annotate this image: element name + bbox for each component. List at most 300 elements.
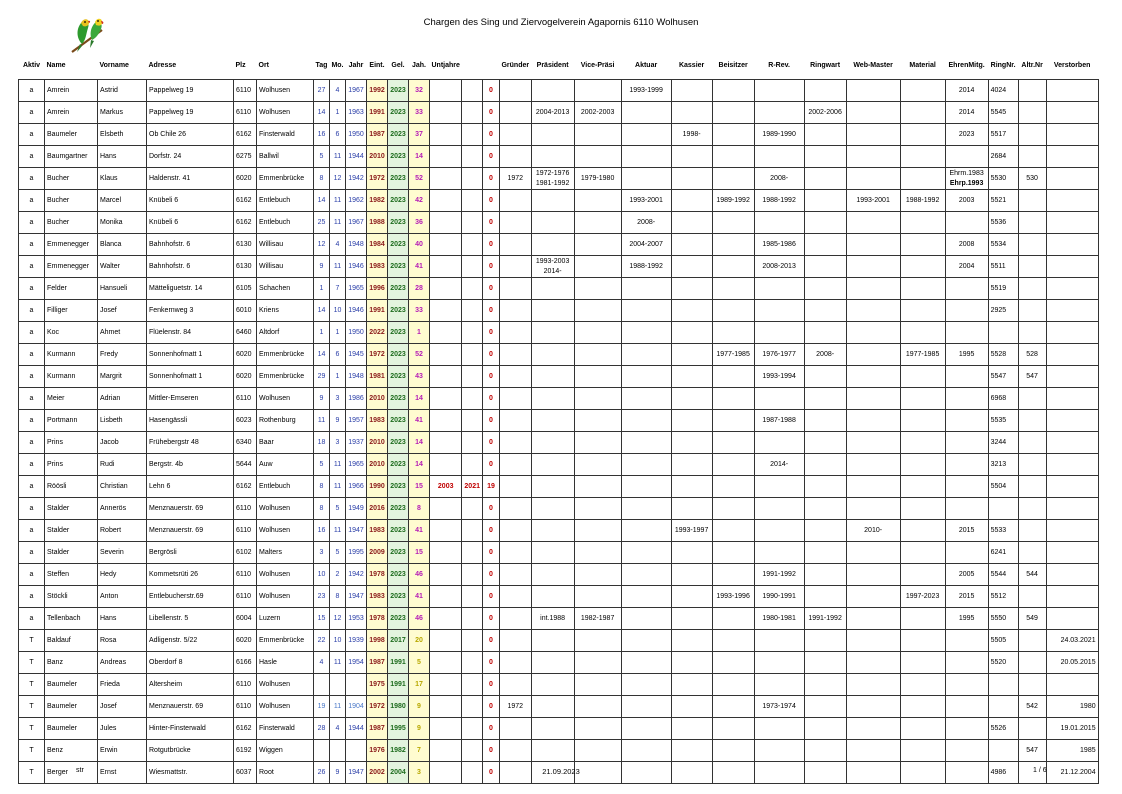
table-cell: 1995 (945, 608, 988, 630)
table-cell: 1975 (367, 674, 388, 696)
table-cell: 8 (329, 586, 345, 608)
table-cell: Wolhusen (257, 80, 314, 102)
cell-line: 2014- (543, 267, 562, 275)
table-row (19, 388, 1099, 410)
table-cell: 17 (409, 674, 430, 696)
table-row (19, 146, 1099, 168)
table-cell (804, 322, 846, 344)
table-cell (671, 410, 712, 432)
table-cell (430, 256, 462, 278)
table-cell: 6023 (234, 410, 257, 432)
table-cell (531, 168, 574, 190)
table-row (19, 300, 1099, 322)
table-cell: 11 (329, 696, 345, 718)
table-cell: 41 (409, 410, 430, 432)
table-cell: 1942 (346, 168, 367, 190)
table-cell (900, 124, 945, 146)
table-cell: 6020 (234, 344, 257, 366)
table-cell: 14 (409, 388, 430, 410)
table-cell: 528 (1018, 344, 1046, 366)
table-cell (499, 520, 531, 542)
table-cell: 2008- (754, 168, 804, 190)
table-cell (499, 564, 531, 586)
table-cell: Finsterwald (257, 124, 314, 146)
table-cell: 14 (314, 300, 330, 322)
table-cell: 5547 (988, 366, 1018, 388)
table-cell (804, 146, 846, 168)
table-cell: 530 (1018, 168, 1046, 190)
table-cell (945, 278, 988, 300)
table-cell: Lisbeth (98, 410, 147, 432)
table-cell: 5 (314, 146, 330, 168)
table-cell (754, 674, 804, 696)
table-cell: Baumeler (45, 124, 98, 146)
table-cell (945, 146, 988, 168)
table-cell: 24.03.2021 (1046, 630, 1098, 652)
table-cell: 4 (329, 234, 345, 256)
table-cell: 20.05.2015 (1046, 652, 1098, 674)
table-cell: Altersheim (147, 674, 234, 696)
table-cell: Prins (45, 432, 98, 454)
table-cell: 1972 (499, 168, 531, 190)
table-row (19, 630, 1099, 652)
table-cell: 5550 (988, 608, 1018, 630)
table-cell: 2023 (388, 476, 409, 498)
table-cell (712, 608, 754, 630)
table-cell: 11 (329, 146, 345, 168)
table-cell: 2004-2013 (531, 102, 574, 124)
table-cell (945, 454, 988, 476)
table-cell (846, 234, 900, 256)
table-cell (671, 498, 712, 520)
table-cell: 1982-1987 (574, 608, 621, 630)
table-cell (430, 410, 462, 432)
table-cell: Baldauf (45, 630, 98, 652)
table-cell (574, 80, 621, 102)
table-cell (900, 564, 945, 586)
table-cell: 1997-2023 (900, 586, 945, 608)
table-cell (462, 586, 483, 608)
table-cell: Auw (257, 454, 314, 476)
table-cell: Emmenbrücke (257, 168, 314, 190)
table-cell: 2009 (367, 542, 388, 564)
table-cell: 1989-1990 (754, 124, 804, 146)
table-cell: Baar (257, 432, 314, 454)
column-header: R-Rev. (768, 62, 790, 69)
table-cell (712, 322, 754, 344)
table-row (19, 344, 1099, 366)
table-cell: Baumeler (45, 696, 98, 718)
table-cell: 23 (314, 586, 330, 608)
table-cell: Wolhusen (257, 564, 314, 586)
table-cell: 1 (329, 322, 345, 344)
table-cell: 5517 (988, 124, 1018, 146)
table-cell: Annerös (98, 498, 147, 520)
table-cell: 2023 (388, 212, 409, 234)
table-cell: a (19, 432, 45, 454)
table-cell (430, 190, 462, 212)
table-cell: Ballwil (257, 146, 314, 168)
table-cell: 6968 (988, 388, 1018, 410)
table-cell (671, 322, 712, 344)
table-cell: a (19, 190, 45, 212)
table-cell: Bucher (45, 212, 98, 234)
table-cell: 1972 (367, 696, 388, 718)
table-cell: 547 (1018, 366, 1046, 388)
table-cell: 15 (409, 542, 430, 564)
table-cell: 18 (314, 432, 330, 454)
table-cell: Wolhusen (257, 674, 314, 696)
table-cell (804, 388, 846, 410)
table-cell (1018, 256, 1046, 278)
table-row (19, 718, 1099, 740)
table-cell: 2023 (388, 586, 409, 608)
table-cell: 1962 (346, 190, 367, 212)
table-cell: 1981 (367, 366, 388, 388)
column-header: Web-Master (853, 62, 893, 69)
table-cell: 2016 (367, 498, 388, 520)
table-cell: Filliger (45, 300, 98, 322)
table-cell (1018, 388, 1046, 410)
table-cell: 14 (314, 102, 330, 124)
table-cell: 20 (409, 630, 430, 652)
table-cell: 41 (409, 586, 430, 608)
table-cell: Menznauerstr. 69 (147, 520, 234, 542)
table-cell: 8 (314, 498, 330, 520)
table-cell: 0 (482, 718, 499, 740)
table-cell (1018, 630, 1046, 652)
table-cell: 2010 (367, 454, 388, 476)
table-cell (712, 80, 754, 102)
table-cell (1046, 608, 1098, 630)
table-cell (430, 718, 462, 740)
table-cell (499, 674, 531, 696)
table-cell (846, 256, 900, 278)
table-cell (900, 102, 945, 124)
cell-line: 1981-1992 (535, 179, 570, 187)
cell-line: Ehrm.1983 (949, 169, 984, 177)
table-cell (531, 278, 574, 300)
table-cell: 0 (482, 630, 499, 652)
table-cell (430, 630, 462, 652)
table-cell (574, 212, 621, 234)
table-cell: Blanca (98, 234, 147, 256)
table-cell: 5521 (988, 190, 1018, 212)
table-cell (846, 476, 900, 498)
table-cell: Marcel (98, 190, 147, 212)
table-cell (945, 696, 988, 718)
table-cell: 1977-1985 (900, 344, 945, 366)
table-cell: Wolhusen (257, 388, 314, 410)
table-cell: 1978 (367, 608, 388, 630)
table-cell (430, 146, 462, 168)
table-cell: 2023 (388, 344, 409, 366)
table-cell: 2023 (388, 542, 409, 564)
table-cell: 2008- (621, 212, 671, 234)
table-cell: 1980-1981 (754, 608, 804, 630)
table-cell: 5530 (988, 168, 1018, 190)
table-cell: Prins (45, 454, 98, 476)
table-cell: 9 (314, 388, 330, 410)
table-cell: 1 (329, 366, 345, 388)
table-cell (430, 366, 462, 388)
table-cell (430, 322, 462, 344)
table-cell (846, 168, 900, 190)
table-cell (531, 124, 574, 146)
table-cell: 11 (329, 190, 345, 212)
table-cell: 6275 (234, 146, 257, 168)
table-cell: 0 (482, 652, 499, 674)
table-cell: T (19, 762, 45, 784)
table-cell (804, 696, 846, 718)
table-cell (671, 740, 712, 762)
table-cell (846, 740, 900, 762)
table-cell: 0 (482, 762, 499, 784)
table-cell (1018, 718, 1046, 740)
table-cell: 22 (314, 630, 330, 652)
table-cell: a (19, 322, 45, 344)
table-cell (462, 168, 483, 190)
table-cell: 6130 (234, 256, 257, 278)
table-cell: Lehn 6 (147, 476, 234, 498)
table-cell (430, 432, 462, 454)
table-cell: 11 (329, 454, 345, 476)
table-cell (430, 212, 462, 234)
table-cell: Pappelweg 19 (147, 80, 234, 102)
table-cell: a (19, 124, 45, 146)
table-cell: a (19, 102, 45, 124)
table-cell (1018, 300, 1046, 322)
table-cell: a (19, 542, 45, 564)
table-cell: 5533 (988, 520, 1018, 542)
table-cell: 0 (482, 410, 499, 432)
table-cell (430, 498, 462, 520)
table-cell (499, 586, 531, 608)
table-row (19, 454, 1099, 476)
table-cell (462, 124, 483, 146)
table-cell (1046, 410, 1098, 432)
table-cell (754, 146, 804, 168)
table-cell: 1995 (388, 718, 409, 740)
table-cell (712, 410, 754, 432)
table-cell (846, 564, 900, 586)
table-cell: 1939 (346, 630, 367, 652)
table-cell (462, 608, 483, 630)
table-cell: Josef (98, 696, 147, 718)
table-cell: Fredy (98, 344, 147, 366)
table-cell: 1983 (367, 256, 388, 278)
table-cell (621, 498, 671, 520)
table-cell: 2023 (388, 80, 409, 102)
table-cell: Steffen (45, 564, 98, 586)
table-cell: 11 (329, 476, 345, 498)
table-cell (846, 498, 900, 520)
table-cell (671, 278, 712, 300)
table-cell (430, 278, 462, 300)
table-cell (531, 256, 574, 278)
table-cell: 1983 (367, 586, 388, 608)
table-cell: 12 (329, 608, 345, 630)
table-cell: 2023 (388, 300, 409, 322)
table-cell (499, 212, 531, 234)
table-cell: Rotgutbrücke (147, 740, 234, 762)
table-cell: 1979-1980 (574, 168, 621, 190)
table-cell (804, 432, 846, 454)
table-cell (846, 674, 900, 696)
table-cell (574, 190, 621, 212)
table-cell: 3213 (988, 454, 1018, 476)
table-cell (462, 454, 483, 476)
table-cell (531, 674, 574, 696)
table-cell: 1947 (346, 762, 367, 784)
table-cell: a (19, 168, 45, 190)
table-cell: 5526 (988, 718, 1018, 740)
table-cell (621, 586, 671, 608)
table-cell (1018, 212, 1046, 234)
table-cell (499, 476, 531, 498)
table-cell: Hasle (257, 652, 314, 674)
table-cell: 0 (482, 674, 499, 696)
table-cell (712, 564, 754, 586)
table-cell: Bahnhofstr. 6 (147, 234, 234, 256)
table-cell: a (19, 388, 45, 410)
table-cell: Kriens (257, 300, 314, 322)
table-cell: 41 (409, 520, 430, 542)
table-cell (945, 212, 988, 234)
table-cell (574, 432, 621, 454)
table-cell (712, 454, 754, 476)
table-cell: 6162 (234, 190, 257, 212)
table-cell (945, 476, 988, 498)
table-cell (712, 674, 754, 696)
table-cell: 14 (314, 190, 330, 212)
table-cell (621, 718, 671, 740)
table-cell (804, 520, 846, 542)
table-cell: Wolhusen (257, 696, 314, 718)
table-cell: 6037 (234, 762, 257, 784)
table-cell: 1946 (346, 300, 367, 322)
table-cell: 19 (314, 696, 330, 718)
table-cell (671, 454, 712, 476)
table-cell (462, 256, 483, 278)
table-cell (754, 432, 804, 454)
table-cell: Walter (98, 256, 147, 278)
table-cell (846, 432, 900, 454)
table-cell: 1998- (671, 124, 712, 146)
table-cell: 2004-2007 (621, 234, 671, 256)
table-cell (988, 322, 1018, 344)
table-cell: Monika (98, 212, 147, 234)
table-cell: 1973-1974 (754, 696, 804, 718)
table-cell: 2023 (388, 322, 409, 344)
table-cell: 1987 (367, 124, 388, 146)
column-header: Verstorben (1053, 62, 1091, 69)
table-cell (754, 498, 804, 520)
table-cell (574, 410, 621, 432)
table-cell: 42 (409, 190, 430, 212)
table-cell (900, 256, 945, 278)
table-cell (430, 586, 462, 608)
column-header: Gel. (391, 62, 405, 69)
table-cell (1018, 498, 1046, 520)
table-cell (900, 234, 945, 256)
table-cell (1046, 124, 1098, 146)
table-cell (499, 498, 531, 520)
table-cell: 1993-1999 (621, 80, 671, 102)
table-row (19, 168, 1099, 190)
table-cell: 0 (482, 146, 499, 168)
table-cell: 2015 (945, 520, 988, 542)
table-cell: 6110 (234, 498, 257, 520)
table-cell: Sonnenhofmatt 1 (147, 344, 234, 366)
table-cell: 1976-1977 (754, 344, 804, 366)
table-cell (754, 630, 804, 652)
table-cell: Ernst (98, 762, 147, 784)
cell-line: 1972-1976 (535, 169, 570, 177)
table-cell (1018, 674, 1046, 696)
table-cell: T (19, 652, 45, 674)
table-cell: 6020 (234, 630, 257, 652)
table-cell: 9 (314, 256, 330, 278)
table-cell (621, 388, 671, 410)
table-cell (462, 432, 483, 454)
table-cell (531, 630, 574, 652)
table-row (19, 366, 1099, 388)
table-cell: 11 (329, 256, 345, 278)
table-cell: 8 (409, 498, 430, 520)
table-cell: Bahnhofstr. 6 (147, 256, 234, 278)
table-cell (430, 344, 462, 366)
table-cell: 52 (409, 344, 430, 366)
table-cell: 5 (314, 454, 330, 476)
table-cell (621, 146, 671, 168)
table-cell: 1987 (367, 718, 388, 740)
table-cell: 2023 (388, 168, 409, 190)
table-cell: 6110 (234, 586, 257, 608)
table-cell (804, 674, 846, 696)
table-cell: 5534 (988, 234, 1018, 256)
table-cell: 1950 (346, 124, 367, 146)
table-cell: 2023 (945, 124, 988, 146)
table-cell (531, 366, 574, 388)
table-cell (621, 476, 671, 498)
table-cell (671, 476, 712, 498)
table-cell (1046, 366, 1098, 388)
table-cell: 1993-1997 (671, 520, 712, 542)
column-header: Aktiv (22, 62, 41, 69)
table-cell: 7 (329, 278, 345, 300)
table-cell: 2003 (945, 190, 988, 212)
table-cell: 547 (1018, 740, 1046, 762)
table-cell (462, 520, 483, 542)
table-cell: 28 (314, 718, 330, 740)
table-cell: Amrein (45, 80, 98, 102)
table-cell (671, 344, 712, 366)
table-cell: 5504 (988, 476, 1018, 498)
table-cell: Markus (98, 102, 147, 124)
table-cell: Libellenstr. 5 (147, 608, 234, 630)
table-cell (1046, 432, 1098, 454)
table-cell: 0 (482, 564, 499, 586)
table-cell: Anton (98, 586, 147, 608)
table-cell: 1992 (367, 80, 388, 102)
table-cell (621, 630, 671, 652)
table-cell (499, 366, 531, 388)
table-cell: 1950 (346, 322, 367, 344)
table-cell: 29 (314, 366, 330, 388)
table-cell (900, 674, 945, 696)
table-cell: Bucher (45, 168, 98, 190)
